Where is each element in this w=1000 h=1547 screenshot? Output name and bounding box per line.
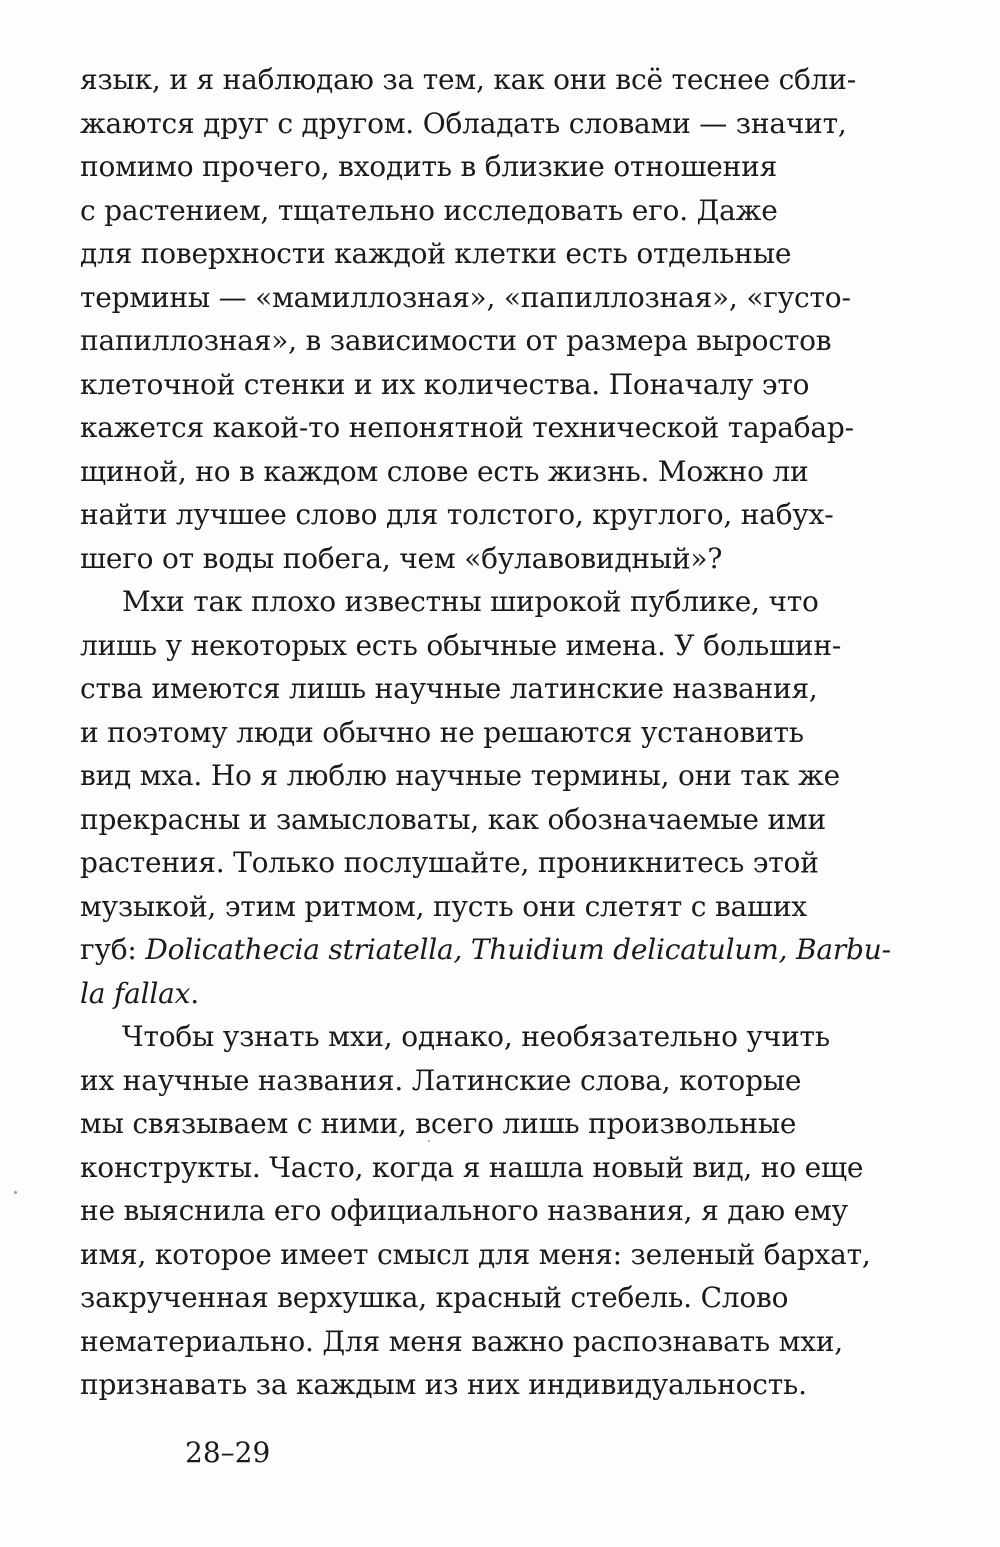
text-line: кажется какой-то непонятной технической тарабар- [80, 411, 854, 444]
text-line: ства имеются лишь научные латинские названия, [80, 672, 818, 705]
text-line: щиной, но в каждом слове есть жизнь. Можно ли [80, 454, 809, 488]
text-line: нематериально. Для меня важно распознавать мхи, [80, 1324, 843, 1358]
text-line: жаются друг с другом. Обладать словами — значит, [80, 106, 847, 140]
text-line: клеточной стенки и их количества. Поначалу это [80, 367, 810, 401]
text-line: их научные названия. Латинские слова, которые [80, 1063, 802, 1097]
page-number: 28–29 [185, 1436, 271, 1469]
latin-names: Dolicathecia striatella, Thuidium delicatulum, Barbu- [145, 933, 891, 966]
text-line: вид мха. Но я люблю научные термины, они так же [80, 759, 840, 792]
text-line: найти лучшее слово для толстого, круглого, набух- [80, 498, 834, 531]
text-line: растения. Только послушайте, проникнитесь этой [80, 846, 819, 879]
text-fragment: . [190, 976, 199, 1010]
latin-name-end: la fallax [80, 976, 191, 1010]
text-line: папиллозная», в зависимости от размера выростов [80, 324, 832, 357]
text-line: шего от воды побега, чем «булавовидный»? [80, 541, 723, 575]
paper-speck [428, 1140, 430, 1142]
paragraph-start-line: Чтобы узнать мхи, однако, необязательно учить [122, 1020, 830, 1053]
text-line: и поэтому люди обычно не решаются установить [80, 715, 804, 749]
text-line: для поверхности каждой клетки есть отдельные [80, 237, 792, 270]
text-line: термины — «мамиллозная», «папиллозная», «густо- [80, 280, 851, 314]
text-line: с растением, тщательно исследовать его. Даже [80, 193, 778, 227]
text-fragment: губ: [80, 933, 146, 966]
text-line: закрученная верхушка, красный стебель. Слово [80, 1281, 789, 1314]
text-line [80, 928, 940, 972]
text-line: музыкой, этим ритмом, пусть они слетят с ваших [80, 889, 807, 923]
text-line: язык, и я наблюдаю за тем, как они всё теснее сбли- [80, 63, 857, 96]
paragraph-start-line: Мхи так плохо известны широкой публике, что [122, 585, 819, 618]
text-line: прекрасны и замысловаты, как обозначаемые ими [80, 802, 826, 836]
text-line: помимо прочего, входить в близкие отношения [80, 150, 778, 183]
text-line: лишь у некоторых есть обычные имена. У большин- [80, 628, 842, 662]
text-line: признавать за каждым из них индивидуальность. [80, 1368, 807, 1401]
text-line: имя, которое имеет смысл для меня: зеленый бархат, [80, 1237, 871, 1271]
text-line [80, 972, 940, 1016]
paper-speck [14, 1191, 17, 1194]
body-text [80, 58, 940, 1407]
text-line: не выяснила его официального названия, я даю ему [80, 1194, 848, 1227]
text-line: конструкты. Часто, когда я нашла новый вид, но еще [80, 1150, 864, 1184]
text-line: мы связываем с ними, всего лишь произвольные [80, 1107, 797, 1140]
